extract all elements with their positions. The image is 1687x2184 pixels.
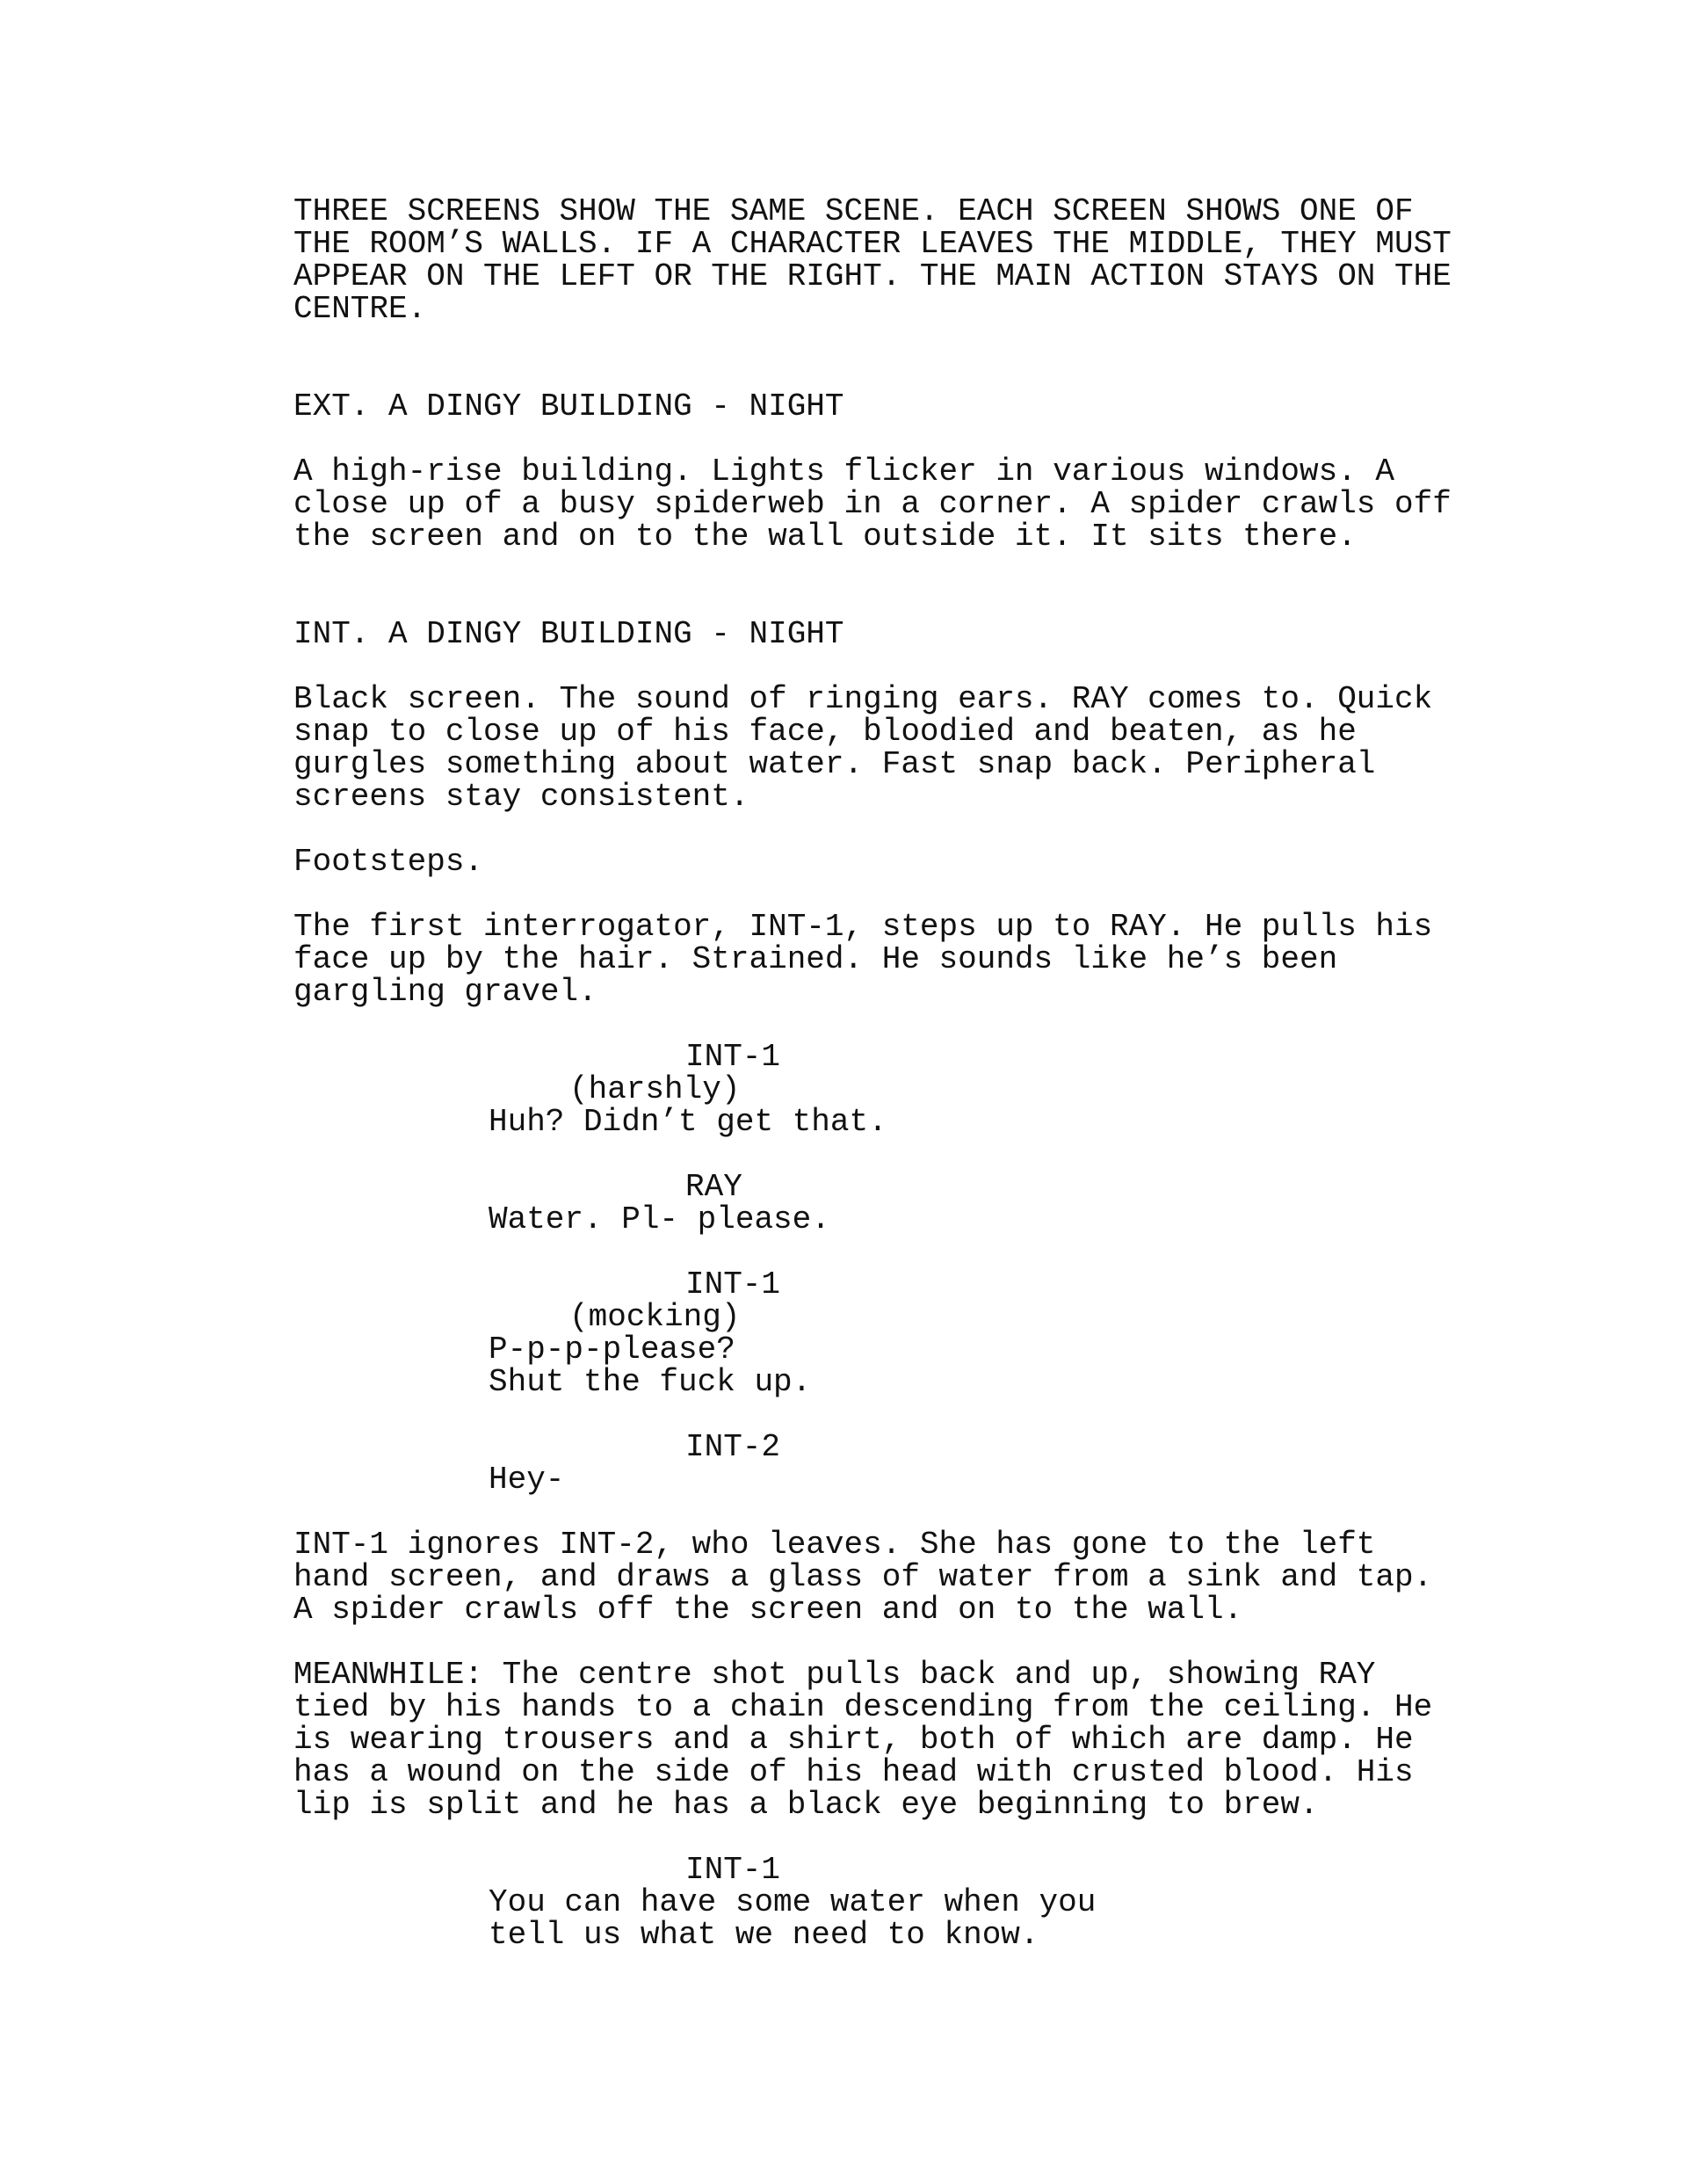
character-name: INT-1 (685, 1039, 781, 1075)
action-line: Footsteps. (293, 844, 484, 880)
character-name: RAY (685, 1169, 742, 1205)
action-line: tied by his hands to a chain descending from the ceiling. He (293, 1689, 1433, 1725)
action-line: screens stay consistent. (293, 779, 749, 815)
dialogue-line: Huh? Didn’t get that. (489, 1104, 887, 1140)
character-name: INT-2 (685, 1429, 781, 1465)
action-line: lip is split and he has a black eye beginning to brew. (293, 1787, 1319, 1823)
intro-line: THREE SCREENS SHOW THE SAME SCENE. EACH SCREEN SHOWS ONE OF (293, 193, 1414, 229)
action-line: A high-rise building. Lights flicker in various windows. A (293, 453, 1395, 490)
action-line: snap to close up of his face, bloodied and beaten, as he (293, 714, 1357, 750)
action-line: face up by the hair. Strained. He sounds like he’s been (293, 941, 1338, 977)
parenthetical: (harshly) (569, 1071, 741, 1107)
action-line: is wearing trousers and a shirt, both of which are damp. He (293, 1722, 1414, 1758)
action-line: the screen and on to the wall outside it. It sits there. (293, 519, 1357, 555)
action-line: hand screen, and draws a glass of water from a sink and tap. (293, 1559, 1433, 1595)
action-line: INT-1 ignores INT-2, who leaves. She has gone to the left (293, 1527, 1376, 1563)
action-line: A spider crawls off the screen and on to the wall. (293, 1592, 1243, 1628)
intro-line: CENTRE. (293, 291, 427, 327)
scene-heading: INT. A DINGY BUILDING - NIGHT (293, 616, 844, 652)
intro-line: APPEAR ON THE LEFT OR THE RIGHT. THE MAIN ACTION STAYS ON THE (293, 258, 1452, 294)
scene-heading: EXT. A DINGY BUILDING - NIGHT (293, 388, 844, 424)
action-line: close up of a busy spiderweb in a corner. A spider crawls off (293, 486, 1452, 522)
character-name: INT-1 (685, 1852, 781, 1888)
action-line: The first interrogator, INT-1, steps up to RAY. He pulls his (293, 909, 1433, 945)
action-line: Black screen. The sound of ringing ears. RAY comes to. Quick (293, 681, 1433, 717)
dialogue-line: Shut the fuck up. (489, 1364, 812, 1400)
action-line: MEANWHILE: The centre shot pulls back and up, showing RAY (293, 1657, 1376, 1693)
character-name: INT-1 (685, 1266, 781, 1302)
dialogue-line: Water. Pl- please. (489, 1201, 830, 1237)
dialogue-line: tell us what we need to know. (489, 1917, 1039, 1953)
parenthetical: (mocking) (569, 1299, 741, 1335)
dialogue-line: Hey- (489, 1462, 565, 1498)
dialogue-line: P-p-p-please? (489, 1331, 735, 1368)
action-line: gurgles something about water. Fast snap back. Peripheral (293, 746, 1376, 782)
dialogue-line: You can have some water when you (489, 1884, 1097, 1920)
action-line: has a wound on the side of his head with crusted blood. His (293, 1754, 1414, 1790)
action-line: gargling gravel. (293, 974, 597, 1010)
intro-line: THE ROOM’S WALLS. IF A CHARACTER LEAVES THE MIDDLE, THEY MUST (293, 226, 1452, 262)
